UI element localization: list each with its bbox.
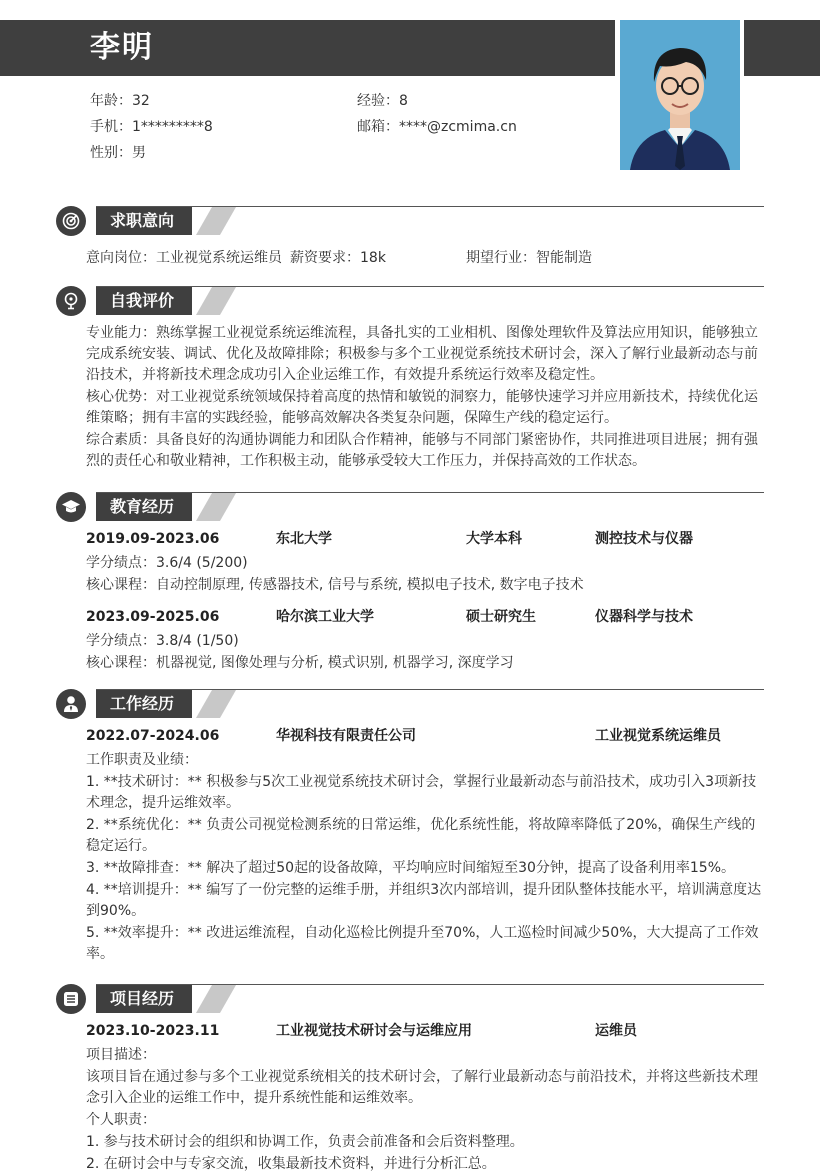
portrait-image bbox=[620, 20, 740, 170]
bulb-icon bbox=[56, 286, 86, 316]
education-gpa: 学分绩点：3.6/4 (5/200) bbox=[86, 555, 248, 571]
email-value: ****@zcmima.cn bbox=[399, 119, 517, 135]
education-school: 哈尔滨工业大学 bbox=[276, 609, 374, 625]
work-role: 工业视觉系统运维员 bbox=[595, 728, 721, 744]
email-label: 邮箱： bbox=[357, 119, 399, 135]
email-row bbox=[357, 117, 517, 137]
project-duty-item: 2. 在研讨会中与专家交流，收集最新技术资料，并进行分析汇总。 bbox=[86, 1156, 496, 1172]
section-title: 求职意向 bbox=[96, 207, 192, 235]
project-name: 工业视觉技术研讨会与运维应用 bbox=[276, 1023, 472, 1039]
project-description: 该项目旨在通过参与多个工业视觉系统相关的技术研讨会，了解行业最新动态与前沿技术，并将这些新技术理念引入企业的运维工作中，提升系统性能和运维效率。 bbox=[86, 1069, 758, 1106]
project-period: 2023.10-2023.11 bbox=[86, 1023, 220, 1039]
education-degree: 大学本科 bbox=[466, 531, 522, 547]
section-self-header bbox=[56, 285, 764, 317]
work-duty-item: 1. **技术研讨：** 积极参与5次工业视觉系统技术研讨会，掌握行业最新动态与前沿技术，成功引入3项新技术理念，提升运维效率。 bbox=[86, 774, 757, 811]
self-paragraph: 综合素质：具备良好的沟通协调能力和团队合作精神，能够与不同部门紧密协作，共同推进项目进展；拥有强烈的责任心和敬业精神，工作积极主动，能够承受较大工作压力，并保持高效的工作状态。 bbox=[86, 432, 758, 469]
title-stripe bbox=[196, 690, 236, 718]
project-duty-item: 1. 参与技术研讨会的组织和协调工作，负责会前准备和会后资料整理。 bbox=[86, 1134, 524, 1150]
work-period: 2022.07-2024.06 bbox=[86, 728, 220, 744]
title-stripe bbox=[196, 985, 236, 1013]
phone-label: 手机： bbox=[90, 119, 132, 135]
person-icon bbox=[56, 689, 86, 719]
work-duties bbox=[86, 750, 764, 966]
section-project-header bbox=[56, 983, 764, 1015]
list-icon bbox=[56, 984, 86, 1014]
section-title: 自我评价 bbox=[96, 287, 192, 315]
education-degree: 硕士研究生 bbox=[466, 609, 536, 625]
project-role: 运维员 bbox=[595, 1023, 637, 1039]
age-row bbox=[90, 91, 150, 111]
section-title: 项目经历 bbox=[96, 985, 192, 1013]
title-stripe bbox=[196, 287, 236, 315]
experience-label: 经验： bbox=[357, 93, 399, 109]
self-paragraph: 专业能力：熟练掌握工业视觉系统运维流程，具备扎实的工业相机、图像处理软件及算法应用知识，能够独立完成系统安装、调试、优化及故障排除；积极参与多个工业视觉系统技术研讨会，深入了解行业最新动态与前沿技术，并将新技术理念成功引入企业运维工作，有效提升系统运行效率及稳定性。 bbox=[86, 325, 758, 383]
candidate-name: 李明 bbox=[90, 30, 154, 65]
section-title: 工作经历 bbox=[96, 690, 192, 718]
section-intent-header bbox=[56, 205, 764, 237]
intent-position: 意向岗位：工业视觉系统运维员 bbox=[86, 250, 282, 266]
education-major: 测控技术与仪器 bbox=[595, 531, 693, 547]
experience-value: 8 bbox=[399, 93, 408, 109]
work-duty-item: 5. **效率提升：** 改进运维流程，自动化巡检比例提升至70%，人工巡检时间减少50%，大大提高了工作效率。 bbox=[86, 925, 759, 962]
education-school: 东北大学 bbox=[276, 531, 332, 547]
intent-salary: 薪资要求：18k bbox=[290, 250, 386, 266]
title-stripe bbox=[196, 493, 236, 521]
experience-row bbox=[357, 91, 408, 111]
age-label: 年龄： bbox=[90, 93, 132, 109]
phone-row bbox=[90, 117, 213, 137]
education-major: 仪器科学与技术 bbox=[595, 609, 693, 625]
title-stripe bbox=[196, 207, 236, 235]
project-details bbox=[86, 1045, 764, 1176]
project-duty-label: 个人职责： bbox=[86, 1112, 156, 1128]
profile-photo bbox=[620, 20, 740, 170]
gender-value: 男 bbox=[132, 145, 146, 161]
education-courses: 核心课程：自动控制原理, 传感器技术, 信号与系统, 模拟电子技术, 数字电子技术 bbox=[86, 577, 584, 593]
work-duty-item: 3. **故障排查：** 解决了超过50起的设备故障，平均响应时间缩短至30分钟，提高了设备利用率15%。 bbox=[86, 860, 736, 876]
header-bar-right bbox=[744, 20, 820, 76]
intent-industry: 期望行业：智能制造 bbox=[466, 250, 592, 266]
graduation-cap-icon bbox=[56, 492, 86, 522]
education-period: 2019.09-2023.06 bbox=[86, 531, 220, 547]
education-gpa: 学分绩点：3.8/4 (1/50) bbox=[86, 633, 239, 649]
section-title: 教育经历 bbox=[96, 493, 192, 521]
education-courses: 核心课程：机器视觉, 图像处理与分析, 模式识别, 机器学习, 深度学习 bbox=[86, 655, 514, 671]
project-desc-label: 项目描述： bbox=[86, 1047, 156, 1063]
work-duty-item: 2. **系统优化：** 负责公司视觉检测系统的日常运维，优化系统性能，将故障率降低了20%，确保生产线的稳定运行。 bbox=[86, 817, 756, 854]
section-work-header bbox=[56, 688, 764, 720]
work-company: 华视科技有限责任公司 bbox=[276, 728, 416, 744]
section-education-header bbox=[56, 491, 764, 523]
self-paragraph: 核心优势：对工业视觉系统领域保持着高度的热情和敏锐的洞察力，能够快速学习并应用新技术，持续优化运维策略；拥有丰富的实践经验，能够高效解决各类复杂问题，保障生产线的稳定运行。 bbox=[86, 389, 758, 426]
gender-row bbox=[90, 143, 146, 163]
self-evaluation-text bbox=[86, 323, 764, 473]
work-duties-label: 工作职责及业绩： bbox=[86, 752, 198, 768]
age-value: 32 bbox=[132, 93, 150, 109]
target-icon bbox=[56, 206, 86, 236]
gender-label: 性别： bbox=[90, 145, 132, 161]
phone-value: 1*********8 bbox=[132, 119, 213, 135]
work-duty-item: 4. **培训提升：** 编写了一份完整的运维手册，并组织3次内部培训，提升团队整体技能水平，培训满意度达到90%。 bbox=[86, 882, 762, 919]
education-period: 2023.09-2025.06 bbox=[86, 609, 220, 625]
